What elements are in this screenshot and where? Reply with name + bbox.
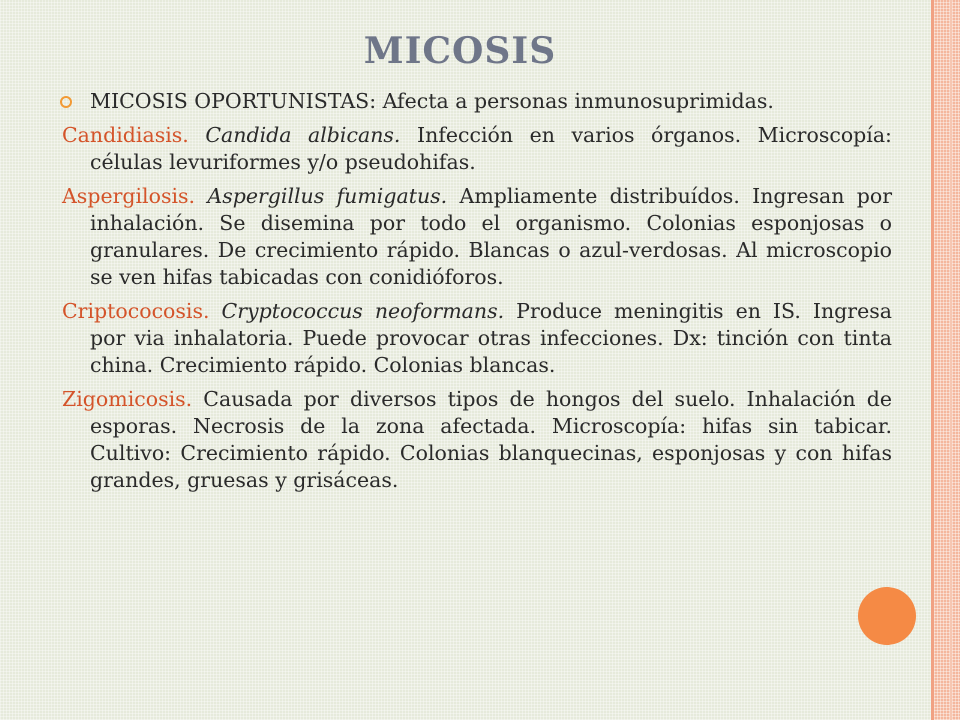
- right-border-strip: [934, 0, 960, 720]
- entry-species: Cryptococcus neoformans.: [221, 299, 505, 323]
- entry-species: Candida albicans.: [205, 123, 401, 147]
- entry-term: Aspergilosis.: [62, 184, 196, 208]
- bullet-circle-icon: [60, 96, 72, 108]
- intro-text: MICOSIS OPORTUNISTAS: Afecta a personas inmunosuprimidas.: [90, 89, 774, 113]
- slide-title: MICOSIS: [363, 30, 557, 72]
- entry-text: Produce meningitis en IS. Ingresa por via inhalatoria. Puede provocar otras infecciones. Dx: tinción con tinta china. Crecimiento rápido. Colonias blancas.: [90, 299, 892, 377]
- intro-bullet: [62, 88, 892, 115]
- entry-aspergilosis: [62, 183, 892, 291]
- entry-term: Candidiasis.: [62, 123, 189, 147]
- entry-term: Zigomicosis.: [62, 387, 193, 411]
- entry-criptococosis: [62, 298, 892, 379]
- entry-species: Aspergillus fumigatus.: [207, 184, 448, 208]
- entry-zigomicosis: [62, 386, 892, 494]
- entry-text: Infección en varios órganos. Microscopía: células levuriformes y/o pseudohifas.: [90, 123, 892, 174]
- entry-text: Ampliamente distribuídos. Ingresan por inhalación. Se disemina por todo el organismo. Colonias esponjosas o granulares. De crecimiento rápido. Blancas o azul-verdosas. Al microscopio se ven hifas tabicadas con conidióforos.: [90, 184, 892, 289]
- decorative-orange-circle: [858, 587, 916, 645]
- right-border-inner-line: [950, 0, 952, 720]
- entry-text: Causada por diversos tipos de hongos del suelo. Inhalación de esporas. Necrosis de la zona afectada. Microscopía: hifas sin tabicar. Cultivo: Crecimiento rápido. Colonias blanquecinas, esponjosas y con hifas grandes, gruesas y grisáceas.: [90, 387, 892, 492]
- entry-term: Criptococosis.: [62, 299, 210, 323]
- entry-candidiasis: [62, 122, 892, 176]
- slide-content: [62, 88, 892, 501]
